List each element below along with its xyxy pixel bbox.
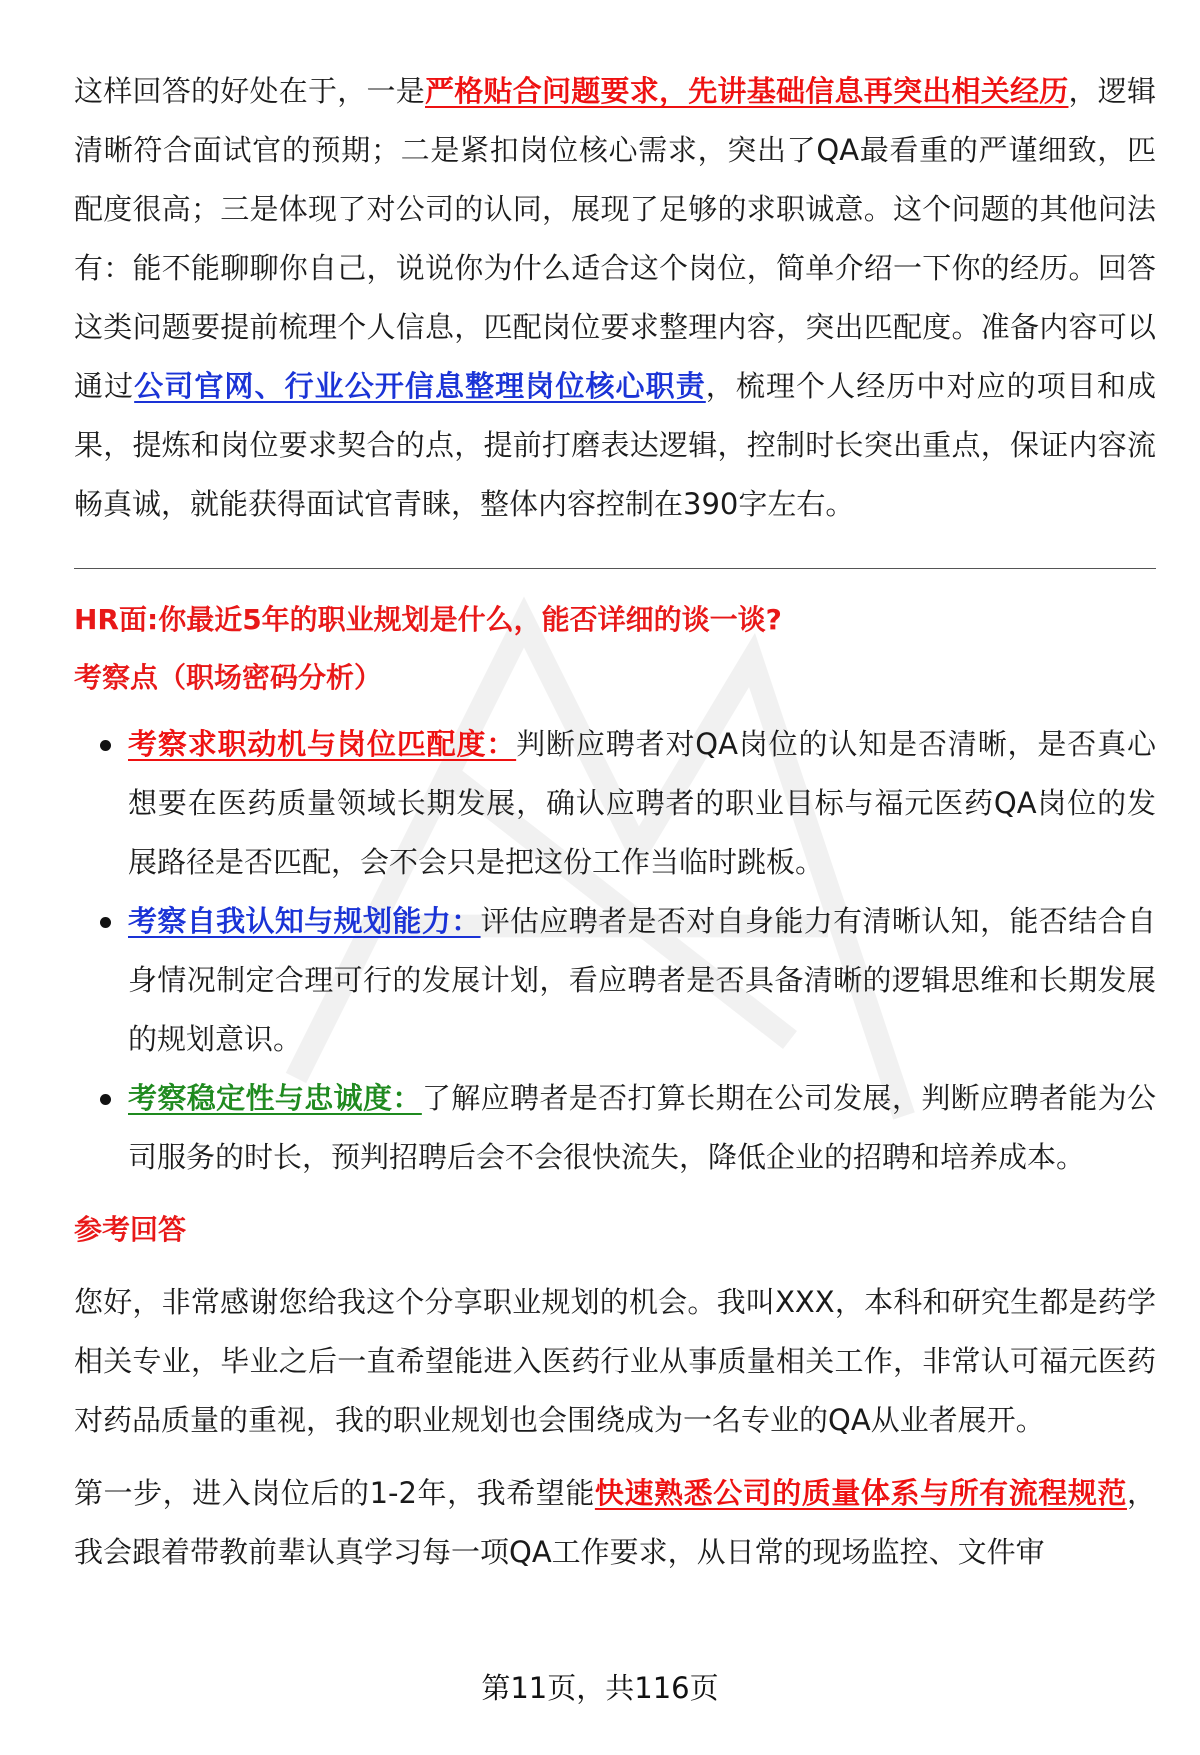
content-area: [74, 62, 1156, 1582]
answer-text-2: ，我会跟着带教前辈认真学习每一项QA工作要求，从日常的现场监控、文件审: [74, 1476, 1156, 1569]
page-number: 第11页，共116页: [481, 1671, 719, 1705]
answer-highlight: 快速熟悉公司的质量体系与所有流程规范: [594, 1476, 1127, 1510]
section-divider: [74, 568, 1156, 569]
list-item: [74, 1069, 1156, 1187]
bullet-text: 了解应聘者是否打算长期在公司发展，判断应聘者能为公司服务的时长，预判招聘后会不会很快流失，降低企业的招聘和培养成本。: [128, 1081, 1156, 1174]
bullet-label-stability: 考察稳定性与忠诚度：: [128, 1081, 422, 1115]
answer-heading: 参考回答: [74, 1213, 187, 1246]
intro-text-1: 这样回答的好处在于，一是: [74, 74, 425, 108]
bullet-text: 判断应聘者对QA岗位的认知是否清晰，是否真心想要在医药质量领域长期发展，确认应聘者的职业目标与福元医药QA岗位的发展路径是否匹配，会不会只是把这份工作当临时跳板。: [128, 727, 1156, 879]
intro-text-2: ，逻辑清晰符合面试官的预期；二是紧扣岗位核心需求，突出了QA最看重的严谨细致，匹配度很高；三是体现了对公司的认同，展现了足够的求职诚意。这个问题的其他问法有：能不能聊聊你自己，说说你为什么适合这个岗位，简单介绍一下你的经历。回答这类问题要提前梳理个人信息，匹配岗位要求整理内容，突出匹配度。准备内容可以通过: [74, 74, 1156, 403]
bullet-text: 评估应聘者是否对自身能力有清晰认知，能否结合自身情况制定合理可行的发展计划，看应聘者是否具备清晰的逻辑思维和长期发展的规划意识。: [128, 904, 1156, 1056]
intro-text-3: ，梳理个人经历中对应的项目和成果，提炼和岗位要求契合的点，提前打磨表达逻辑，控制时长突出重点，保证内容流畅真诚，就能获得面试官青睐，整体内容控制在390字左右。: [74, 369, 1156, 521]
bullet-label-motivation: 考察求职动机与岗位匹配度：: [128, 727, 517, 761]
answer-paragraph-2: [74, 1464, 1156, 1582]
intro-highlight-2: 公司官网、行业公开信息整理岗位核心职责: [134, 369, 706, 403]
question-heading: HR面:你最近5年的职业规划是什么，能否详细的谈一谈?: [74, 603, 782, 636]
answer-paragraph-1: 您好，非常感谢您给我这个分享职业规划的机会。我叫XXX，本科和研究生都是药学相关专业，毕业之后一直希望能进入医药行业从事质量相关工作，非常认可福元医药对药品质量的重视，我的职业规划也会围绕成为一名专业的QA从业者展开。: [74, 1285, 1156, 1437]
bullet-icon: [100, 1094, 111, 1105]
intro-paragraph: [74, 62, 1156, 534]
intro-highlight-1: 严格贴合问题要求，先讲基础信息再突出相关经历: [425, 74, 1069, 108]
analysis-list: [74, 715, 1156, 1187]
bullet-icon: [100, 917, 111, 928]
list-item: [74, 715, 1156, 892]
list-item: [74, 892, 1156, 1069]
bullet-icon: [100, 740, 111, 751]
analysis-heading: 考察点（职场密码分析）: [74, 661, 383, 694]
answer-text-1: 第一步，进入岗位后的1-2年，我希望能: [74, 1476, 595, 1510]
bullet-label-self-awareness: 考察自我认知与规划能力：: [128, 904, 481, 938]
